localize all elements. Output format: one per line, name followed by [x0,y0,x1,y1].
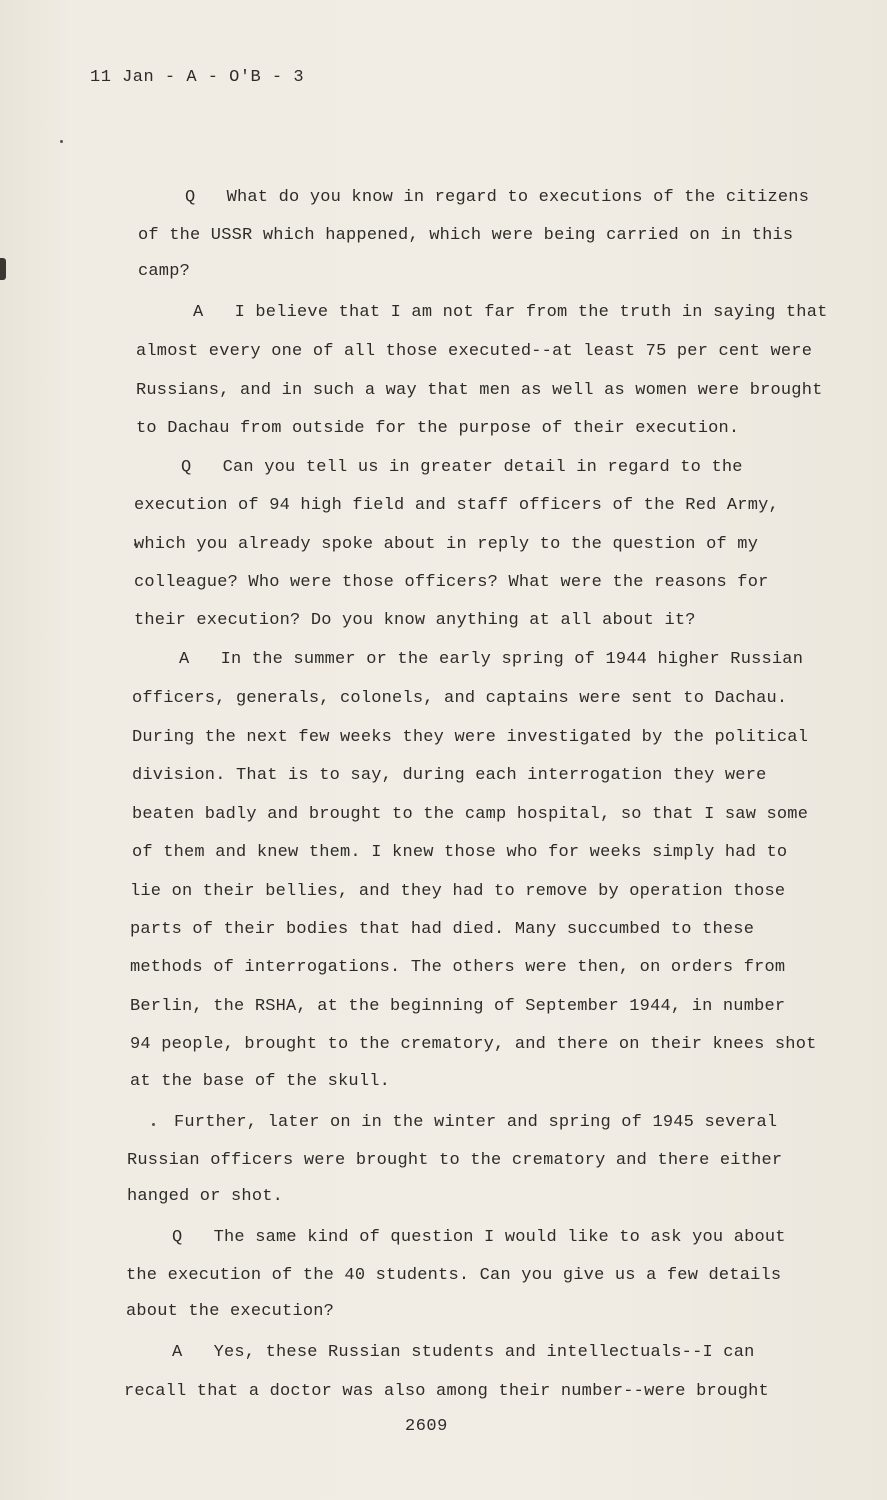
text-line: 94 people, brought to the crematory, and there on their knees shot [130,1035,817,1054]
speck [60,140,63,143]
text-line: methods of interrogations. The others were then, on orders from [130,958,786,977]
text-line: A Yes, these Russian students and intellectuals--I can [172,1343,755,1362]
text-line: A In the summer or the early spring of 1944 higher Russian [179,650,804,669]
text-line: execution of 94 high field and staff officers of the Red Army, [134,496,779,515]
text-line: the execution of the 40 students. Can you give us a few details [126,1266,782,1285]
text-line: colleague? Who were those officers? What were the reasons for [134,573,769,592]
text-line: lie on their bellies, and they had to remove by operation those [130,882,786,901]
text-line: Q Can you tell us in greater detail in regard to the [181,458,743,477]
text-line: camp? [138,262,191,281]
text-line: their execution? Do you know anything at all about it? [134,611,696,630]
text-line: During the next few weeks they were investigated by the political [132,728,809,747]
text-line: A I believe that I am not far from the truth in saying that [193,303,828,322]
text-line: of the USSR which happened, which were being carried on in this [138,226,794,245]
text-line: which you already spoke about in reply to the question of my [134,535,759,554]
text-line: officers, generals, colonels, and captains were sent to Dachau. [132,689,788,708]
text-line: to Dachau from outside for the purpose of their execution. [136,419,740,438]
text-line: at the base of the skull. [130,1072,391,1091]
speck [152,1123,155,1126]
text-line: Further, later on in the winter and spring of 1945 several [174,1113,778,1132]
text-line: Q What do you know in regard to executions of the citizens [185,188,810,207]
text-line: recall that a doctor was also among their number--were brought [124,1382,769,1401]
text-line: about the execution? [126,1302,335,1321]
text-line: almost every one of all those executed--at least 75 per cent were [136,342,813,361]
text-line: of them and knew them. I knew those who for weeks simply had to [132,843,788,862]
text-line: Berlin, the RSHA, at the beginning of September 1944, in number [130,997,786,1016]
text-line: Russian officers were brought to the crematory and there either [127,1151,783,1170]
binding-mark [0,258,6,280]
text-line: hanged or shot. [127,1187,284,1206]
text-line: beaten badly and brought to the camp hospital, so that I saw some [132,805,809,824]
text-line: parts of their bodies that had died. Many succumbed to these [130,920,755,939]
text-line: division. That is to say, during each interrogation they were [132,766,767,785]
page-header: 11 Jan - A - O'B - 3 [90,68,305,87]
text-line: Russians, and in such a way that men as well as women were brought [136,381,823,400]
page-number: 2609 [405,1417,448,1436]
text-line: Q The same kind of question I would like to ask you about [172,1228,786,1247]
